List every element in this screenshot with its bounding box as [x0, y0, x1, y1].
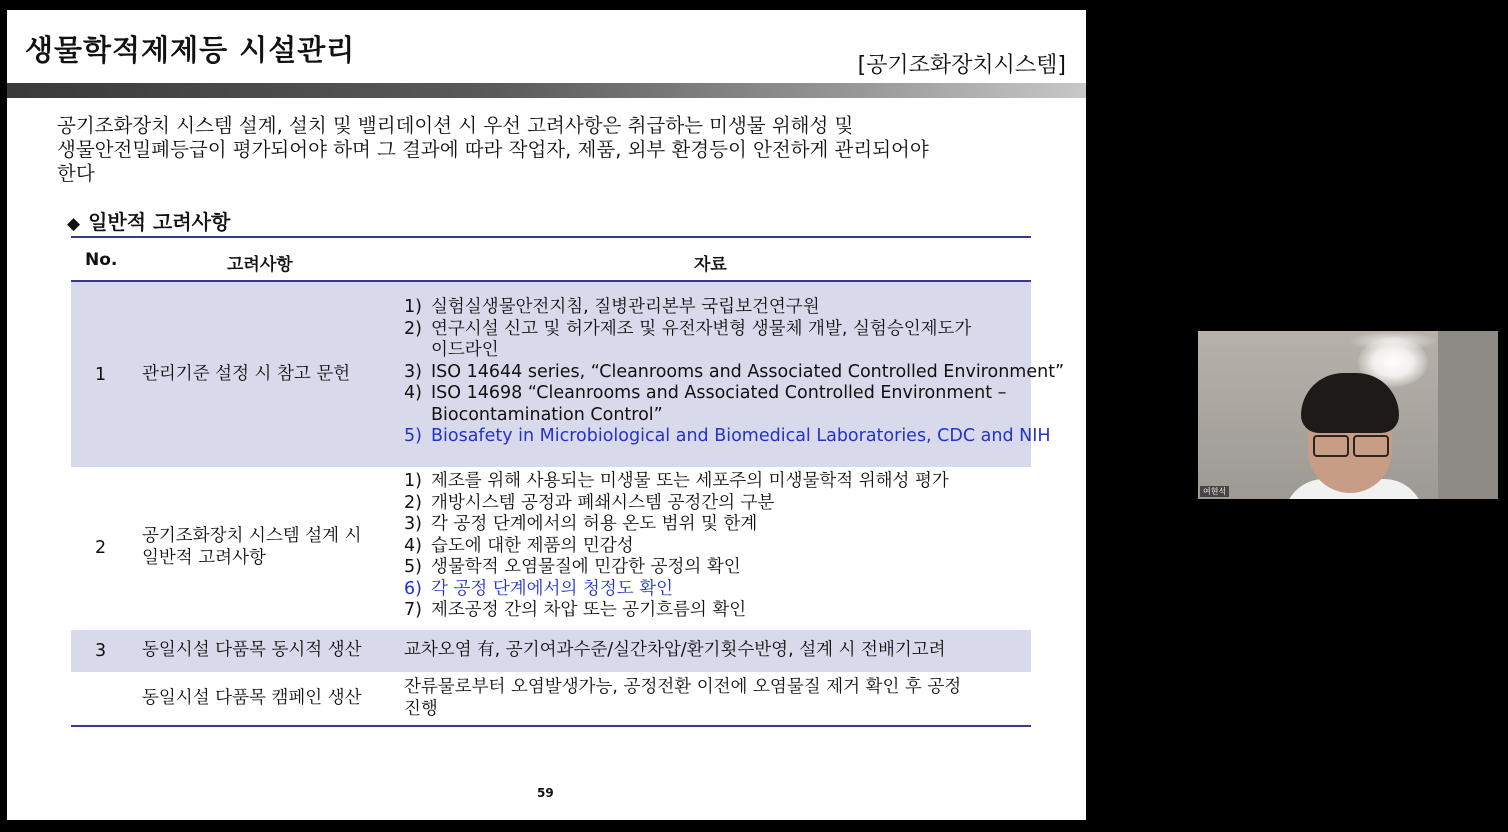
reference-item: 2) 연구시설 신고 및 허가제조 및 유전자변형 생물체 개발, 실험승인제도가 이드라인: [404, 318, 972, 360]
presentation-slide: [7, 10, 1086, 820]
slide-topic-tag: [공기조화장치시스템]: [857, 53, 1066, 78]
row-item: 공기조화장치 시스템 설계 시 일반적 고려사항: [142, 526, 362, 568]
reference-item: 3) 각 공정 단계에서의 허용 온도 범위 및 한계: [404, 514, 758, 534]
table-row: [71, 467, 1031, 630]
participant-video-tile[interactable]: [1198, 331, 1498, 499]
reference-item: 3) ISO 14644 series, “Cleanrooms and Associated Controlled Environment”: [404, 361, 1065, 382]
section-title: 일반적 고려사항: [88, 210, 231, 234]
diamond-bullet-icon: ◆: [67, 214, 81, 234]
background-panel: [1438, 331, 1498, 499]
intro-line: 한다: [57, 162, 95, 185]
participant-name-label: 여현석: [1200, 486, 1229, 497]
intro-paragraph: [57, 114, 1047, 186]
row-description: 잔류물로부터 오염발생가능, 공정전환 이전에 오염물질 제거 확인 후 공정 진행: [404, 677, 962, 719]
row-references: [404, 471, 949, 622]
considerations-table: [71, 236, 1065, 727]
reference-item: 1) 실험실생물안전지침, 질병관리본부 국립보건연구원: [404, 297, 820, 317]
row-number: 3: [95, 641, 107, 661]
title-divider-bar: [7, 83, 1086, 98]
row-item: 동일시설 다품목 동시적 생산: [142, 640, 362, 660]
row-number: 1: [95, 365, 107, 385]
reference-item: 5) 생물학적 오염물질에 민감한 공정의 확인: [404, 557, 741, 577]
table-row: [71, 672, 1031, 725]
table-row: [71, 630, 1031, 672]
page-number: 59: [537, 786, 554, 800]
reference-item-highlighted: 5) Biosafety in Microbiological and Biomedical Laboratories, CDC and NIH: [404, 426, 1051, 446]
table-header: [71, 238, 1031, 282]
slide-title: 생물학적제제등 시설관리: [25, 33, 356, 67]
reference-item: 1) 제조를 위해 사용되는 미생물 또는 세포주의 미생물학적 위해성 평가: [404, 471, 949, 491]
reference-item: 4) ISO 14698 “Cleanrooms and Associated Controlled Environment – Biocontamination Control”: [404, 383, 1007, 425]
reference-item: 4) 습도에 대한 제품의 민감성: [404, 535, 634, 556]
reference-item-highlighted: 6) 각 공정 단계에서의 청정도 확인: [404, 578, 674, 599]
row-number: 2: [95, 538, 107, 558]
table-row: [71, 282, 1065, 467]
intro-line: 공기조화장치 시스템 설계, 설치 및 밸리데이션 시 우선 고려사항은 취급하는 미생물 위해성 및: [57, 114, 854, 137]
glasses-icon: [1311, 435, 1389, 455]
header-ref: 자료: [694, 255, 727, 275]
intro-line: 생물안전밀폐등급이 평가되어야 하며 그 결과에 따라 작업자, 제품, 외부 환경등이 안전하게 관리되어야: [57, 138, 929, 161]
reference-item: 2) 개방시스템 공정과 폐쇄시스템 공정간의 구분: [404, 492, 775, 513]
row-description: 교차오염 有, 공기여과수준/실간차압/환기횟수반영, 설계 시 전배기고려: [404, 640, 946, 660]
row-references: [404, 297, 1064, 448]
row-item: 동일시설 다품목 캠페인 생산: [142, 688, 362, 708]
reference-item: 7) 제조공정 간의 차압 또는 공기흐름의 확인: [404, 600, 747, 620]
row-item: 관리기준 설정 시 참고 문헌: [142, 364, 351, 384]
header-no: No.: [85, 250, 118, 270]
section-heading: [67, 206, 230, 235]
header-item: 고려사항: [227, 255, 293, 275]
